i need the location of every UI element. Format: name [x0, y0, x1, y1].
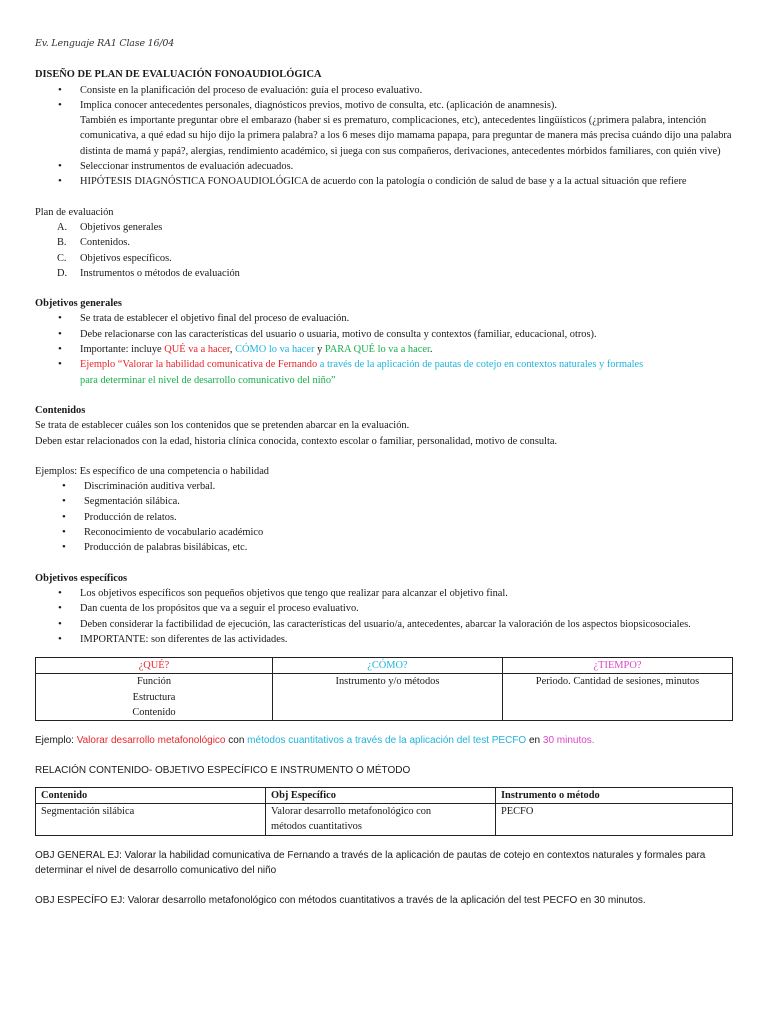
- list-item: A. Objetivos generales: [57, 221, 163, 233]
- objetivos-generales-heading: Objetivos generales: [35, 298, 122, 310]
- objetivos-especificos-heading: Objetivos específicos: [35, 572, 128, 584]
- contenidos-heading: Contenidos: [35, 404, 86, 416]
- table-header-row: [36, 787, 733, 803]
- intro-bullet-list: [35, 83, 735, 190]
- examples-label: Ejemplos: Es específico de una competencia o habilidad: [35, 465, 269, 477]
- objetivos-especificos-list: [35, 586, 735, 647]
- header-como: ¿CÓMO?: [272, 658, 502, 674]
- contenidos-examples-list: [35, 479, 735, 555]
- anamnesis-detail: También es importante preguntar obre el embarazo (haber si es prematuro, complicaciones, etc), antecedentes lingüísticos (¿primera palabra, intención comunicativa, a qué edad su hijo dijo la primera palabra? a los 6 meses dijo mamama papapa, para preguntar de manera más precisa cuándo dijo una palabra distinta de mamá y papá?, alergias, rendimiento académico, si juega con sus compañeros, derivaciones, antecedentes mórbidos familiares, con quién vive): [80, 115, 732, 157]
- list-item: • Reconocimiento de vocabulario académico: [39, 525, 735, 540]
- list-item: • Importante: incluye QUÉ va a hacer, CÓMO lo va hacer y PARA QUÉ lo va a hacer.: [35, 342, 735, 357]
- contenidos-paragraph: Deben estar relacionados con la edad, historia clínica conocida, contexto escolar o familiar, personalidad, motivo de consulta.: [35, 435, 558, 447]
- list-item: • HIPÓTESIS DIAGNÓSTICA FONOAUDIOLÓGICA de acuerdo con la patología o condición de salud de base y a la actual situación que refiere: [35, 174, 735, 189]
- plan-heading: Plan de evaluación: [35, 206, 114, 218]
- list-item: • Ejemplo “Valorar la habilidad comunicativa de Fernando a través de la aplicación de pautas de cotejo en contextos naturales y formales para determinar el nivel de desarrollo comunicativo del niño”: [35, 357, 735, 388]
- handwritten-header: Ev. Lenguaje RA1 Clase 16/04: [35, 38, 175, 49]
- list-item: • Los objetivos específicos son pequeños objetivos que tengo que realizar para alcanzar el objetivo final.: [35, 586, 735, 601]
- contenidos-paragraph: Se trata de establecer cuáles son los contenidos que se pretenden abarcar en la evaluación.: [35, 420, 410, 432]
- list-item: • Deben considerar la factibilidad de ejecución, las características del usuario/a, antecedentes, abarcar la valoración de los aspectos biopsicosociales.: [35, 617, 735, 632]
- table-row: [36, 674, 733, 721]
- header-que: ¿QUÉ?: [36, 658, 273, 674]
- list-item: • Producción de palabras bisilábicas, etc.: [39, 540, 735, 555]
- cell-que: Función Estructura Contenido: [36, 674, 273, 721]
- list-item: • IMPORTANTE: son diferentes de las actividades.: [35, 632, 735, 647]
- cell-contenido: Segmentación silábica: [36, 804, 266, 836]
- list-item: B. Contenidos.: [57, 237, 130, 249]
- list-item: • Se trata de establecer el objetivo final del proceso de evaluación.: [35, 311, 735, 326]
- cell-tiempo: Periodo. Cantidad de sesiones, minutos: [502, 674, 732, 721]
- obj-general-example: OBJ GENERAL EJ: Valorar la habilidad comunicativa de Fernando a través de la aplicación de pautas de cotejo en contextos naturales y formales para determinar el nivel de desarrollo comunicativo del niño: [35, 849, 706, 877]
- list-item: D. Instrumentos o métodos de evaluación: [57, 267, 240, 279]
- list-item: • Seleccionar instrumentos de evaluación adecuados.: [35, 159, 735, 174]
- header-tiempo: ¿TIEMPO?: [502, 658, 732, 674]
- table-header-row: [36, 658, 733, 674]
- header-contenido: Contenido: [36, 787, 266, 803]
- obj-especifico-example: OBJ ESPECÍFO EJ: Valorar desarrollo metafonológico con métodos cuantitativos a través de la aplicación del test PECFO en 30 minutos.: [35, 895, 646, 907]
- example-como: a través de la aplicación de pautas de cotejo en contextos naturales y formales: [317, 359, 644, 371]
- list-item: • Discriminación auditiva verbal.: [39, 479, 735, 494]
- cell-obj-especifico: Valorar desarrollo metafonológico con métodos cuantitativos: [266, 804, 496, 836]
- que-highlight: QUÉ va a hacer: [164, 344, 230, 356]
- plan-list: [35, 220, 735, 281]
- objetivos-generales-list: [35, 311, 735, 387]
- document-page: [35, 36, 735, 909]
- list-item: • Segmentación silábica.: [39, 494, 735, 509]
- para-que-highlight: PARA QUÉ lo va a hacer: [324, 344, 430, 356]
- example-para-que: para determinar el nivel de desarrollo comunicativo del niño: [80, 374, 332, 386]
- que-como-tiempo-table: [35, 657, 733, 721]
- list-item: • Producción de relatos.: [39, 510, 735, 525]
- list-item: • Debe relacionarse con las características del usuario o usuaria, motivo de consulta y contextos (familiar, educacional, otros).: [35, 327, 735, 342]
- cell-como: Instrumento y/o métodos: [272, 674, 502, 721]
- document-title: DISEÑO DE PLAN DE EVALUACIÓN FONOAUDIOLÓGICA: [35, 69, 322, 81]
- anamnesis-line: Implica conocer antecedentes personales, diagnósticos previos, motivo de consulta, etc. (aplicación de anamnesis).: [80, 99, 557, 111]
- como-highlight: CÓMO lo va hacer: [235, 344, 315, 356]
- list-item: C. Objetivos específicos.: [57, 252, 172, 264]
- table-row: [36, 804, 733, 836]
- header-instrumento: Instrumento o método: [496, 787, 733, 803]
- example-line: Ejemplo: Valorar desarrollo metafonológico con métodos cuantitativos a través de la aplicación del test PECFO en 30 minutos.: [35, 735, 595, 747]
- list-item: • Dan cuenta de los propósitos que va a seguir el proceso evaluativo.: [35, 601, 735, 616]
- header-obj-especifico: Obj Específico: [266, 787, 496, 803]
- list-item: [35, 98, 735, 159]
- relacion-heading: RELACIÓN CONTENIDO- OBJETIVO ESPECÍFICO E INSTRUMENTO O MÉTODO: [35, 764, 411, 776]
- cell-instrumento: PECFO: [496, 804, 733, 836]
- relacion-table: [35, 787, 733, 836]
- list-item: • Consiste en la planificación del proceso de evaluación: guía el proceso evaluativo.: [35, 83, 735, 98]
- example-que: Valorar la habilidad comunicativa de Fernando: [122, 359, 318, 371]
